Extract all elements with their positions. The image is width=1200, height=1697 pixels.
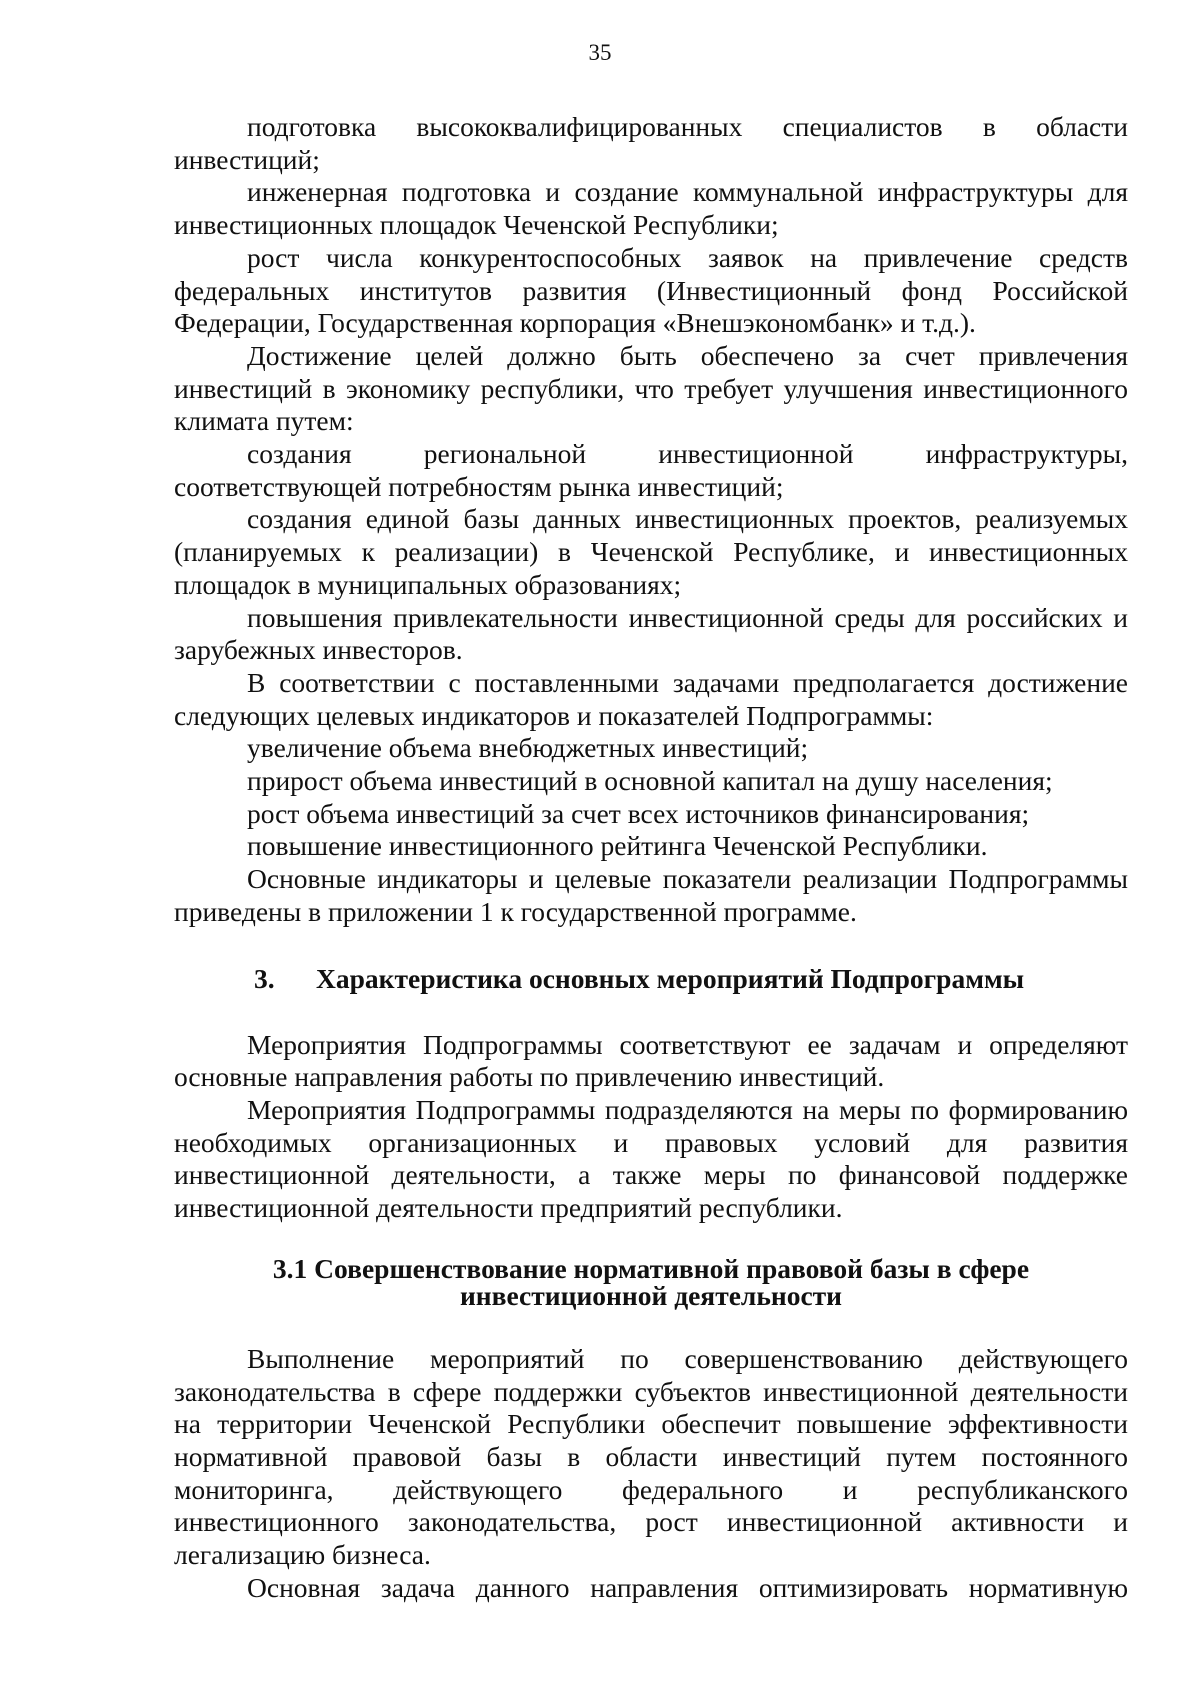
section-number: 3.: [254, 962, 275, 994]
page-content: [174, 111, 1128, 1604]
paragraph: рост объема инвестиций за счет всех источников финансирования;: [247, 797, 1030, 829]
paragraph: Выполнение мероприятий по совершенствованию действующего законодательства в сфере поддержки субъектов инвестиционной деятельности на территории Чеченской Республики обеспечит повышение эффективности нормативной правовой базы в области инвестиций путем постоянного мониторинга, действующего федерального и республиканского инвестиционного законодательства, рост инвестиционной активности и легализацию бизнеса.: [174, 1342, 1128, 1571]
section-title: Характеристика основных мероприятий Подпрограммы: [316, 962, 1025, 994]
paragraph: подготовка высококвалифицированных специалистов в области инвестиций;: [174, 111, 1128, 175]
subsection-heading: [174, 1252, 1128, 1311]
paragraph: Основная задача данного направления оптимизировать нормативную: [247, 1571, 1128, 1603]
paragraph: создания региональной инвестиционной инфраструктуры, соответствующей потребностям рынка инвестиций;: [174, 438, 1128, 502]
paragraph: Мероприятия Подпрограммы подразделяются на меры по формированию необходимых организационных и правовых условий для развития инвестиционной деятельности, а также меры по финансовой поддержке инвестиционной деятельности предприятий республики.: [174, 1093, 1128, 1224]
paragraph: прирост объема инвестиций в основной капитал на душу населения;: [247, 765, 1053, 797]
paragraph: повышение инвестиционного рейтинга Чеченской Республики.: [247, 830, 988, 862]
paragraph: повышения привлекательности инвестиционной среды для российских и зарубежных инвесторов.: [174, 601, 1128, 666]
paragraph: инженерная подготовка и создание коммунальной инфраструктуры для инвестиционных площадок Чеченской Республики;: [174, 176, 1128, 241]
paragraph: В соответствии с поставленными задачами предполагается достижение следующих целевых индикаторов и показателей Подпрограммы:: [174, 666, 1128, 731]
paragraph: создания единой базы данных инвестиционных проектов, реализуемых (планируемых к реализации) в Чеченской Республике, и инвестиционных площадок в муниципальных образованиях;: [174, 503, 1128, 600]
page-number: 35: [588, 40, 612, 65]
subsection-title-line-1: 3.1 Совершенствование нормативной правовой базы в сфере: [272, 1252, 1030, 1284]
paragraph: Достижение целей должно быть обеспечено за счет привлечения инвестиций в экономику республики, что требует улучшения инвестиционного климата путем:: [174, 339, 1128, 437]
paragraph: Мероприятия Подпрограммы соответствуют ее задачам и определяют основные направления работы по привлечению инвестиций.: [174, 1028, 1128, 1093]
paragraph: Основные индикаторы и целевые показатели реализации Подпрограммы приведены в приложении 1 к государственной программе.: [174, 863, 1128, 927]
paragraph: увеличение объема внебюджетных инвестиций;: [247, 732, 809, 764]
paragraph: рост числа конкурентоспособных заявок на привлечение средств федеральных институтов развития (Инвестиционный фонд Российской Федерации, Государственная корпорация «Внешэкономбанк» и т.д.).: [174, 241, 1128, 339]
section-heading: [174, 963, 1128, 995]
subsection-title-line-2: инвестиционной деятельности: [459, 1279, 843, 1311]
